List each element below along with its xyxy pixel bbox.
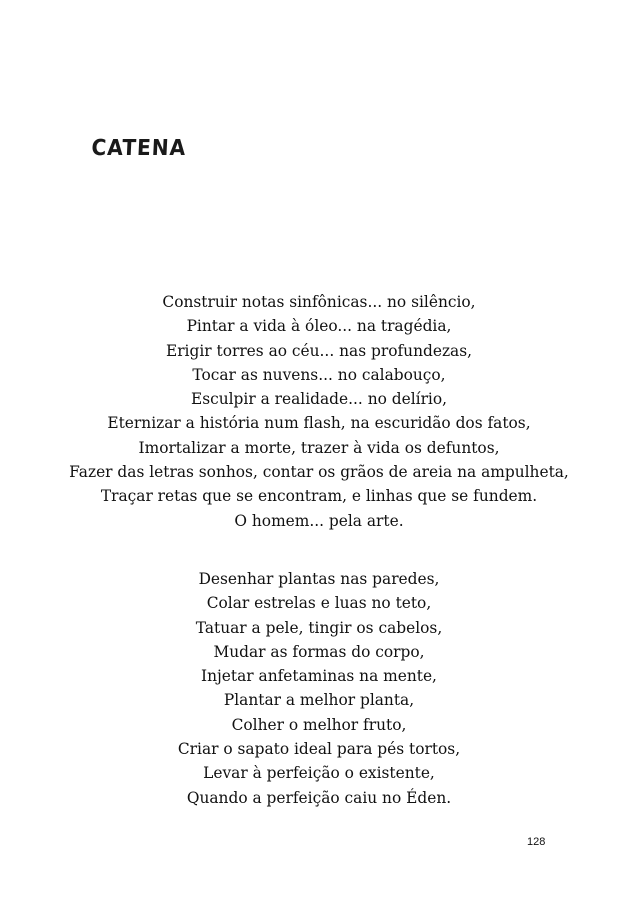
stanza-1 xyxy=(0,290,638,533)
poem-line: Eternizar a história num flash, na escuridão dos fatos, xyxy=(107,414,531,433)
poem-line: Traçar retas que se encontram, e linhas que se fundem. xyxy=(100,487,538,506)
poem-line: Erigir torres ao céu... nas profundezas, xyxy=(165,341,473,360)
poem-line: Colar estrelas e luas no teto, xyxy=(206,594,432,613)
poem-line: Levar à perfeição o existente, xyxy=(203,764,435,783)
poem-line: Colher o melhor fruto, xyxy=(231,715,407,734)
poem-line: Desenhar plantas nas paredes, xyxy=(198,570,440,588)
stanza-2 xyxy=(0,567,638,810)
poem-line: Quando a perfeição caiu no Éden. xyxy=(186,788,452,807)
poem-line: Tatuar a pele, tingir os cabelos, xyxy=(195,618,443,637)
poem-line: Esculpir a realidade... no delírio, xyxy=(190,390,448,409)
poem-title: CATENA xyxy=(90,136,187,161)
poem-line: Fazer das letras sonhos, contar os grãos de areia na ampulheta, xyxy=(69,463,569,482)
page-number: 128 xyxy=(527,836,546,848)
poem-line: Imortalizar a morte, trazer à vida os defuntos, xyxy=(138,438,500,457)
poem-line: O homem... pela arte. xyxy=(234,511,404,530)
poem-line: Pintar a vida à óleo... na tragédia, xyxy=(186,317,452,336)
poem-line: Construir notas sinfônicas... no silêncio, xyxy=(162,293,476,311)
poem-line: Plantar a melhor planta, xyxy=(223,691,415,710)
poem-line: Injetar anfetaminas na mente, xyxy=(201,667,437,686)
poem-line: Mudar as formas do corpo, xyxy=(213,642,425,661)
poem-line: Tocar as nuvens... no calabouço, xyxy=(192,365,446,384)
poem-line: Criar o sapato ideal para pés tortos, xyxy=(177,740,461,759)
